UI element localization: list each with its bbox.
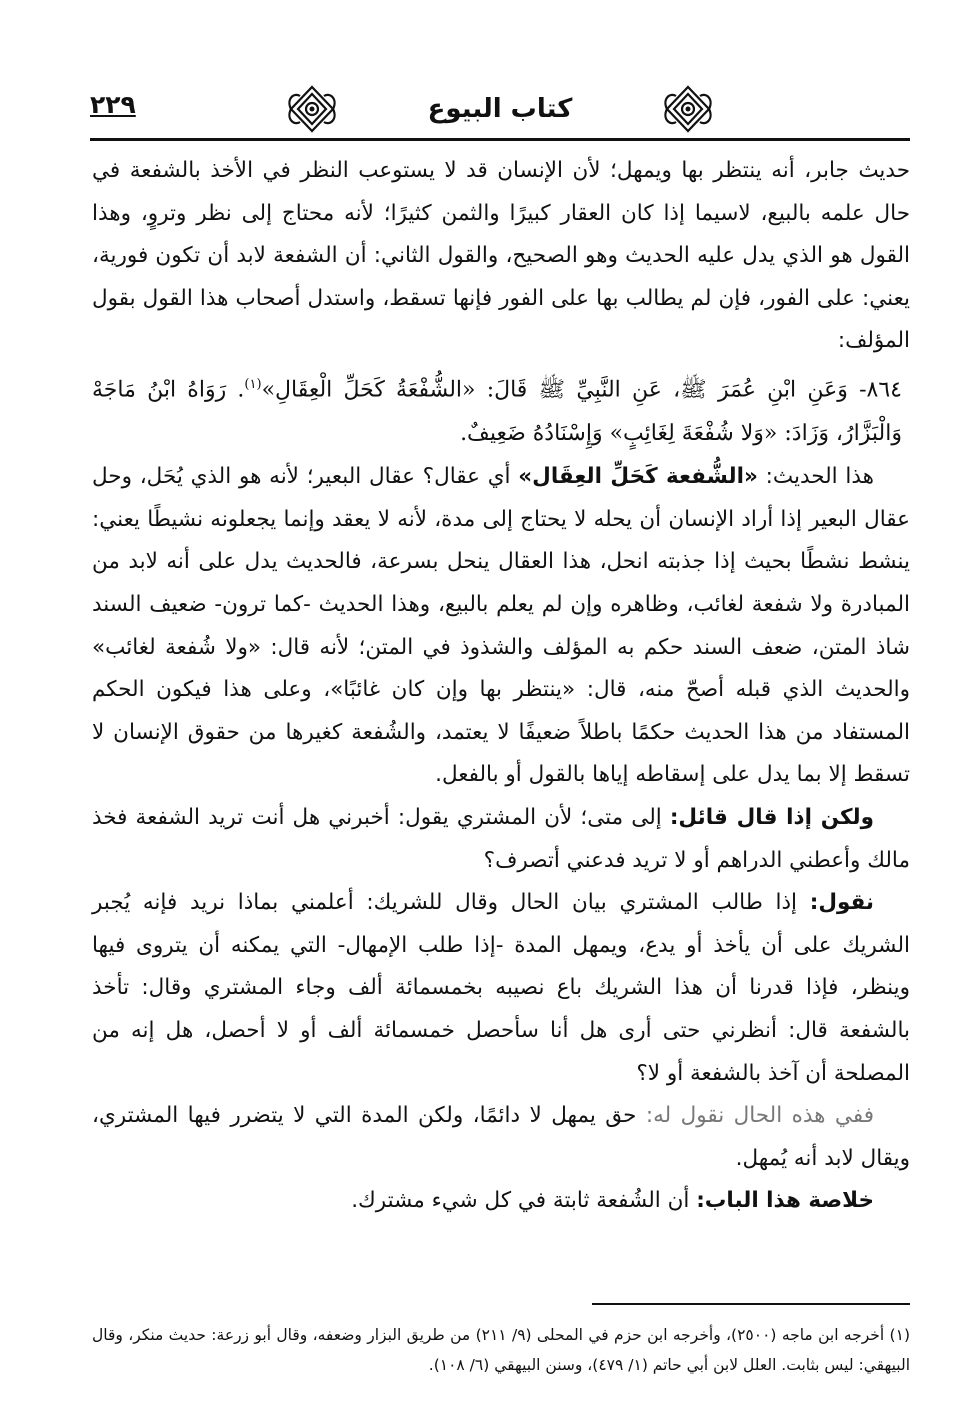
paragraph-6 <box>92 1180 910 1223</box>
header-rule <box>90 138 910 141</box>
paragraph-4-lead: نقول: <box>809 890 874 916</box>
paragraph-2-lead: هذا الحديث: <box>757 464 874 490</box>
paragraph-2 <box>92 456 910 797</box>
footnote-ref: (١) <box>244 376 262 392</box>
main-text <box>92 150 910 1223</box>
page-number: ٢٢٩ <box>90 90 136 119</box>
paragraph-3 <box>92 797 910 882</box>
paragraph-3-lead: ولكن إذا قال قائل: <box>669 805 874 831</box>
footnote-separator <box>592 1303 910 1305</box>
footnote: (١) أخرجه ابن ماجه (٢٥٠٠)، وأخرجه ابن حزم في المحلى (٩/ ٢١١) من طريق البزار وضعفه، وقال أبو زرعة: حديث منكر، وقال البيهقي: ليس بثابت. العلل لابن أبي حاتم (١/ ٤٧٩)، وسنن البيهقي (٦/ ١٠٨). <box>92 1326 910 1374</box>
paragraph-4-text: إذا طالب المشتري بيان الحال وقال للشريك: أعلمني بماذا نريد فإنه يُجبر الشريك على أن يأخذ أو يدع، ويمهل المدة -إذا طلب الإمهال- التي يمكنه أن يتروى فيها وينظر، فإذا قدرنا أن هذا الشريك باع نصيبه بخمسمائة ألف وجاء المشتري وقال: تأخذ بالشفعة قال: أنظرني حتى أرى هل أنا سأحصل خمسمائة ألف أو لا أحصل، هل إنه من المصلحة أن آخذ بالشفعة أو لا؟ <box>92 890 910 1086</box>
paragraph-3-text: إلى متى؛ لأن المشتري يقول: أخبرني هل أنت تريد الشفعة فخذ مالك وأعطني الدراهم أو لا تريد فدعني أتصرف؟ <box>92 805 910 873</box>
hadith-takhrij: . رَوَاهُ ابْنُ مَاجَهْ وَالْبَزَّارُ، وَزَادَ: «وَلا شُفْعَةَ لِغَائِبٍ» وَإِسْنَادُهُ ضَعِيفٌ. <box>92 377 902 447</box>
paragraph-2-quote: «الشُّفعة كَحَلِّ العِقَال» <box>518 464 758 490</box>
paragraph-1: حديث جابر، أنه ينتظر بها ويمهل؛ لأن الإنسان قد لا يستوعب النظر في الأخذ بالشفعة في حال علمه بالبيع، لاسيما إذا كان العقار كبيرًا والثمن كثيرًا؛ لأنه محتاج إلى نظر وتروٍ، وهذا القول هو الذي يدل عليه الحديث وهو الصحيح، والقول الثاني: أن الشفعة لابد أن تكون فورية، يعني: على الفور، فإن لم يطالب بها على الفور فإنها تسقط، واستدل أصحاب هذا القول بقول المؤلف: <box>92 158 910 354</box>
hadith-matn: ٨٦٤- وَعَنِ ابْنِ عُمَرَ ﷺ، عَنِ النَّبِيِّ ﷺ قَالَ: «الشُّفْعَةُ كَحَلِّ الْعِقَالِ» <box>261 377 902 403</box>
paragraph-6-lead: خلاصة هذا الباب: <box>696 1188 874 1214</box>
paragraph-5-lead: ففي هذه الحال نقول له: <box>645 1103 874 1129</box>
page-header <box>90 84 910 148</box>
arabesque-ornament-icon <box>662 84 714 134</box>
paragraph-5 <box>92 1095 910 1180</box>
hadith-text <box>92 363 910 456</box>
paragraph-4 <box>92 882 910 1095</box>
paragraph-6-text: أن الشُفعة ثابتة في كل شيء مشترك. <box>351 1188 697 1214</box>
paragraph-5-text: حق يمهل لا دائمًا، ولكن المدة التي لا يتضرر فيها المشتري، ويقال لابد أنه يُمهل. <box>92 1103 910 1171</box>
running-title: كتاب البيوع <box>427 94 573 124</box>
paragraph-2-text: أي عقال؟ عقال البعير؛ لأنه هو الذي يُحَل، وحل عقال البعير إذا أراد الإنسان أن يحله لا يحتاج إلى مدة، لأنه لا يعقد وإنما يجعلونه نشيطًا يعني: ينشط نشطًا بحيث إذا جذبته انحل، هذا العقال ينحل بسرعة، فالحديث يدل على أنه لابد من المبادرة ولا شفعة لغائب، وظاهره وإن لم يعلم بالبيع، وهذا الحديث -كما ترون- ضعيف السند شاذ المتن، ضعف السند حكم به المؤلف والشذوذ في المتن؛ لأنه قال: «ولا شُفعة لغائب» والحديث الذي قبله أصحّ منه، قال: «ينتظر بها وإن كان غائبًا»، وعلى هذا فيكون الحكم المستفاد من هذا الحديث حكمًا باطلاً ضعيفًا لا يعتمد، والشُفعة كغيرها من حقوق الإنسان لا تسقط إلا بما يدل على إسقاطه إياها بالقول أو بالفعل. <box>92 464 910 788</box>
